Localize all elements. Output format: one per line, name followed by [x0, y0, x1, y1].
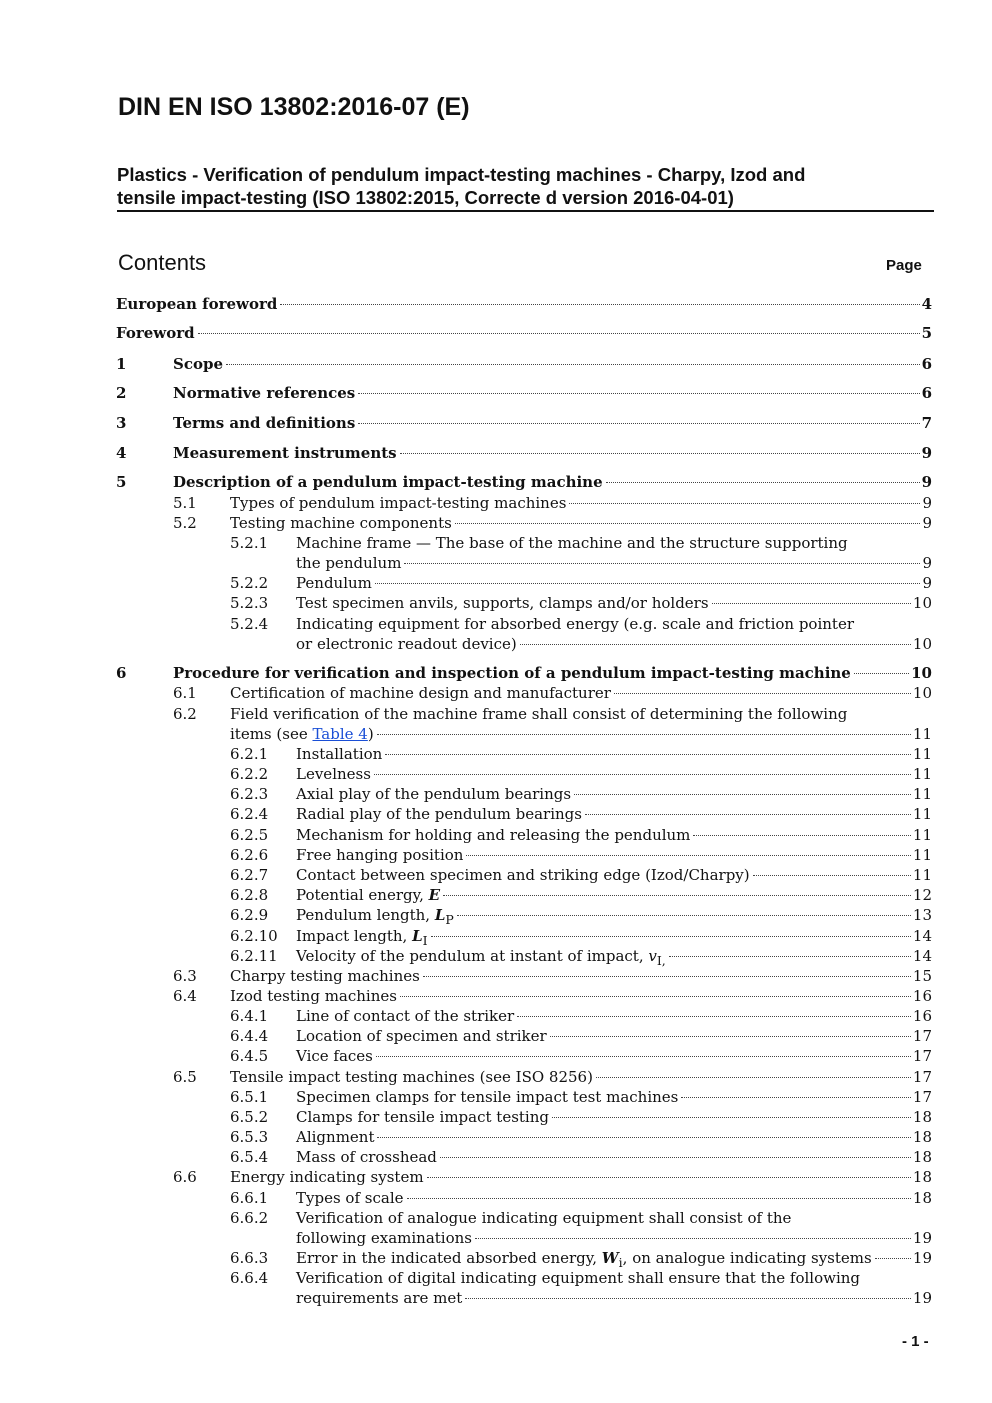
toc-entry-6-2-3[interactable]: 6.2.3 Axial play of the pendulum bearings 11: [230, 785, 932, 803]
toc-number: 6.2: [173, 705, 197, 723]
toc-entry-6-4[interactable]: 6.4 Izod testing machines 16: [173, 987, 932, 1005]
toc-entry-line: Verification of digital indicating equipment shall ensure that the following: [296, 1269, 861, 1287]
toc-entry-6[interactable]: 6 Procedure for verification and inspection of a pendulum impact-testing machine 10: [116, 664, 932, 682]
toc-entry-european-foreword[interactable]: European foreword 4: [116, 295, 932, 313]
toc-entry-6-2-1[interactable]: 6.2.1 Installation 11: [230, 745, 932, 763]
toc-entry-6-5-1[interactable]: 6.5.1 Specimen clamps for tensile impact test machines 17: [230, 1088, 932, 1106]
toc-entry-5-2-3[interactable]: 5.2.3 Test specimen anvils, supports, clamps and/or holders 10: [230, 594, 932, 612]
toc-entry-6-3[interactable]: 6.3 Charpy testing machines 15: [173, 967, 932, 985]
toc-entry-foreword[interactable]: Foreword 5: [116, 324, 932, 342]
toc-entry-3[interactable]: 3 Terms and definitions 7: [116, 414, 932, 432]
toc-entry-6-6-2[interactable]: following examinations 19: [296, 1229, 932, 1247]
toc-entry-6-2-10[interactable]: 6.2.10 Impact length, $L_I$ 14: [230, 927, 932, 948]
toc-entry-6-5-2[interactable]: 6.5.2 Clamps for tensile impact testing 18: [230, 1108, 932, 1126]
toc-entry-6-6-1[interactable]: 6.6.1 Types of scale 18: [230, 1189, 932, 1207]
toc-entry-6-5-4[interactable]: 6.5.4 Mass of crosshead 18: [230, 1148, 932, 1166]
page-column-heading: Page: [886, 257, 922, 274]
toc-entry-6-2-2[interactable]: 6.2.2 Levelness 11: [230, 765, 932, 783]
toc-entry-6-2-6[interactable]: 6.2.6 Free hanging position 11: [230, 846, 932, 864]
toc-entry-6-2-4[interactable]: 6.2.4 Radial play of the pendulum bearings 11: [230, 805, 932, 823]
toc-entry-line: Machine frame — The base of the machine and the structure supporting: [296, 534, 848, 552]
toc-entry-6-6-4[interactable]: requirements are met 19: [296, 1289, 932, 1307]
toc-entry-line: Field verification of the machine frame shall consist of determining the following: [230, 705, 848, 723]
toc-entry-6-4-4[interactable]: 6.4.4 Location of specimen and striker 17: [230, 1027, 932, 1045]
toc-number: 5.2.1: [230, 534, 269, 552]
toc-entry-6-5[interactable]: 6.5 Tensile impact testing machines (see ISO 8256) 17: [173, 1068, 932, 1086]
toc-entry-line: Verification of analogue indicating equipment shall consist of the: [296, 1209, 792, 1227]
document-title-line-1: Plastics - Verification of pendulum impact-testing machines - Charpy, Izod and: [117, 164, 806, 185]
toc-entry-6-4-1[interactable]: 6.4.1 Line of contact of the striker 16: [230, 1007, 932, 1025]
toc-entry-6-2-9[interactable]: 6.2.9 Pendulum length, $L_P$ 13: [230, 906, 932, 927]
toc-entry-6-6-3[interactable]: 6.6.3 Error in the indicated absorbed energy, $W_i$, on analogue indicating systems 19: [230, 1249, 932, 1270]
toc-entry-5-2-1[interactable]: the pendulum 9: [296, 554, 932, 572]
toc-entry-2[interactable]: 2 Normative references 6: [116, 384, 932, 402]
page-number: - 1 -: [902, 1333, 929, 1350]
contents-heading: Contents: [118, 250, 207, 275]
toc-entry-4[interactable]: 4 Measurement instruments 9: [116, 444, 932, 462]
toc-entry-line: Indicating equipment for absorbed energy (e.g. scale and friction pointer: [296, 615, 854, 633]
toc-number: 6.6.4: [230, 1269, 269, 1287]
toc-entry-6-2-8[interactable]: 6.2.8 Potential energy, E 12: [230, 886, 932, 904]
toc-entry-5-1[interactable]: 5.1 Types of pendulum impact-testing machines 9: [173, 494, 932, 512]
toc-entry-6-2-7[interactable]: 6.2.7 Contact between specimen and striking edge (Izod/Charpy) 11: [230, 866, 932, 884]
toc-entry-6-2-5[interactable]: 6.2.5 Mechanism for holding and releasing the pendulum 11: [230, 826, 932, 844]
toc-entry-5[interactable]: 5 Description of a pendulum impact-testing machine 9: [116, 473, 932, 491]
toc-entry-6-6[interactable]: 6.6 Energy indicating system 18: [173, 1168, 932, 1186]
toc-entry-6-1[interactable]: 6.1 Certification of machine design and manufacturer 10: [173, 684, 932, 702]
toc-entry-1[interactable]: 1 Scope 6: [116, 355, 932, 373]
toc-number: 5.2.4: [230, 615, 269, 633]
toc-entry-6-2[interactable]: items (see Table 4) 11: [230, 725, 932, 743]
toc-entry-6-4-5[interactable]: 6.4.5 Vice faces 17: [230, 1047, 932, 1065]
toc-number: 6.6.2: [230, 1209, 269, 1227]
toc-entry-5-2[interactable]: 5.2 Testing machine components 9: [173, 514, 932, 532]
toc-entry-5-2-2[interactable]: 5.2.2 Pendulum 9: [230, 574, 932, 592]
toc-entry-5-2-4[interactable]: or electronic readout device) 10: [296, 635, 932, 653]
table-4-link[interactable]: Table 4: [312, 725, 368, 743]
document-id: DIN EN ISO 13802:2016-07 (E): [118, 93, 470, 121]
toc-entry-6-2-11[interactable]: 6.2.11 Velocity of the pendulum at instant of impact, $v_{I,}$ 14: [230, 947, 932, 968]
toc-entry-6-5-3[interactable]: 6.5.3 Alignment 18: [230, 1128, 932, 1146]
document-title-line-2: tensile impact-testing (ISO 13802:2015, Correcte d version 2016-04-01): [117, 187, 734, 208]
